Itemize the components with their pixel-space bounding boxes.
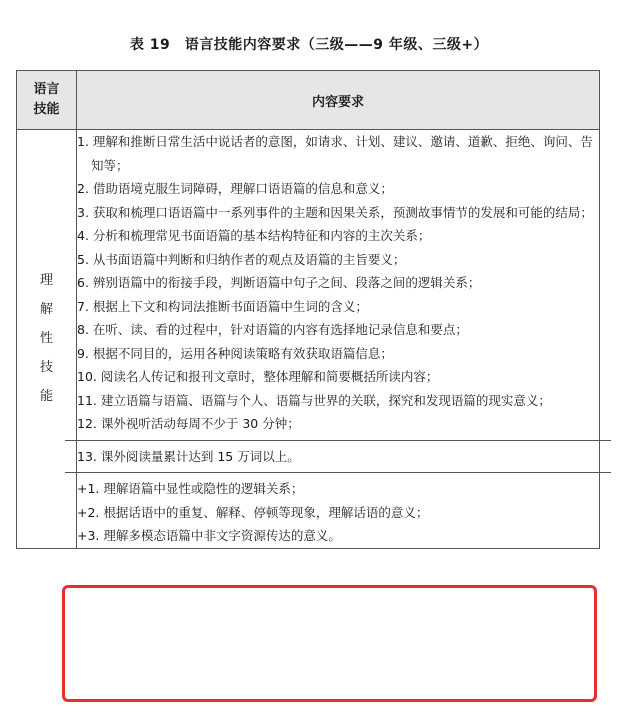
- plus-list-item: +1. 理解语篇中显性或隐性的逻辑关系；: [77, 481, 304, 496]
- list-item: 10. 阅读名人传记和报刊文章时，整体理解和简要概括所读内容；: [77, 369, 439, 384]
- list-item: 11. 建立语篇与语篇、语篇与个人、语篇与世界的关联，探究和发现语篇的现实意义；: [77, 392, 551, 408]
- list-item: 6. 辨别语篇中的衔接手段，判断语篇中句子之间、段落之间的逻辑关系；: [77, 275, 481, 290]
- table-title: 表 19 语言技能内容要求（三级——9 年级、三级+）: [129, 37, 489, 53]
- list-item: 12. 课外视听活动每周不少于 30 分钟；: [77, 416, 300, 431]
- list-item: 2. 借助语境克服生词障碍，理解口语语篇的信息和意义；: [77, 181, 393, 196]
- category-char: 性: [39, 331, 53, 347]
- category-char: 理: [39, 273, 53, 289]
- content-cell: [77, 130, 600, 549]
- table-header-row: [17, 71, 600, 130]
- red-highlight-box: [62, 585, 597, 702]
- category-char: 能: [39, 389, 53, 405]
- list-item: 4. 分析和梳理常见书面语篇的基本结构特征和内容的主次关系；: [77, 228, 431, 243]
- row-divider: [65, 440, 611, 441]
- header-content: 内容要求: [77, 71, 600, 130]
- list-item: 8. 在听、读、看的过程中，针对语篇的内容有选择地记录信息和要点；: [77, 322, 468, 337]
- table-body-row: [17, 130, 600, 549]
- list-item: 1. 理解和推断日常生活中说话者的意图，如请求、计划、建议、邀请、道歉、拒绝、询问、告知等；: [77, 134, 593, 173]
- plus-list-item: +3. 理解多模态语篇中非文字资源传达的意义。: [77, 528, 341, 543]
- list-item: 9. 根据不同目的，运用各种阅读策略有效获取语篇信息；: [77, 345, 393, 361]
- row-divider: [65, 472, 611, 473]
- list-item: 5. 从书面语篇中判断和归纳作者的观点及语篇的主旨要义；: [77, 251, 406, 267]
- list-item: 3. 获取和梳理口语语篇中一系列事件的主题和因果关系，预测故事情节的发展和可能的结局；: [77, 204, 593, 220]
- list-item: 7. 根据上下文和构词法推断书面语篇中生词的含义；: [77, 298, 368, 314]
- header-skill-line2: 技能: [33, 102, 60, 117]
- highlighted-list-item: 13. 课外阅读量累计达到 15 万词以上。: [77, 448, 300, 464]
- category-cell: [17, 130, 77, 549]
- content-requirements-table: [16, 70, 600, 549]
- header-skill-line1: 语言: [33, 82, 60, 97]
- category-char: 技: [39, 360, 53, 376]
- plus-list-item: +2. 根据话语中的重复、解释、停顿等现象，理解话语的意义；: [77, 504, 429, 520]
- header-skill: [17, 71, 77, 130]
- category-char: 解: [39, 302, 53, 318]
